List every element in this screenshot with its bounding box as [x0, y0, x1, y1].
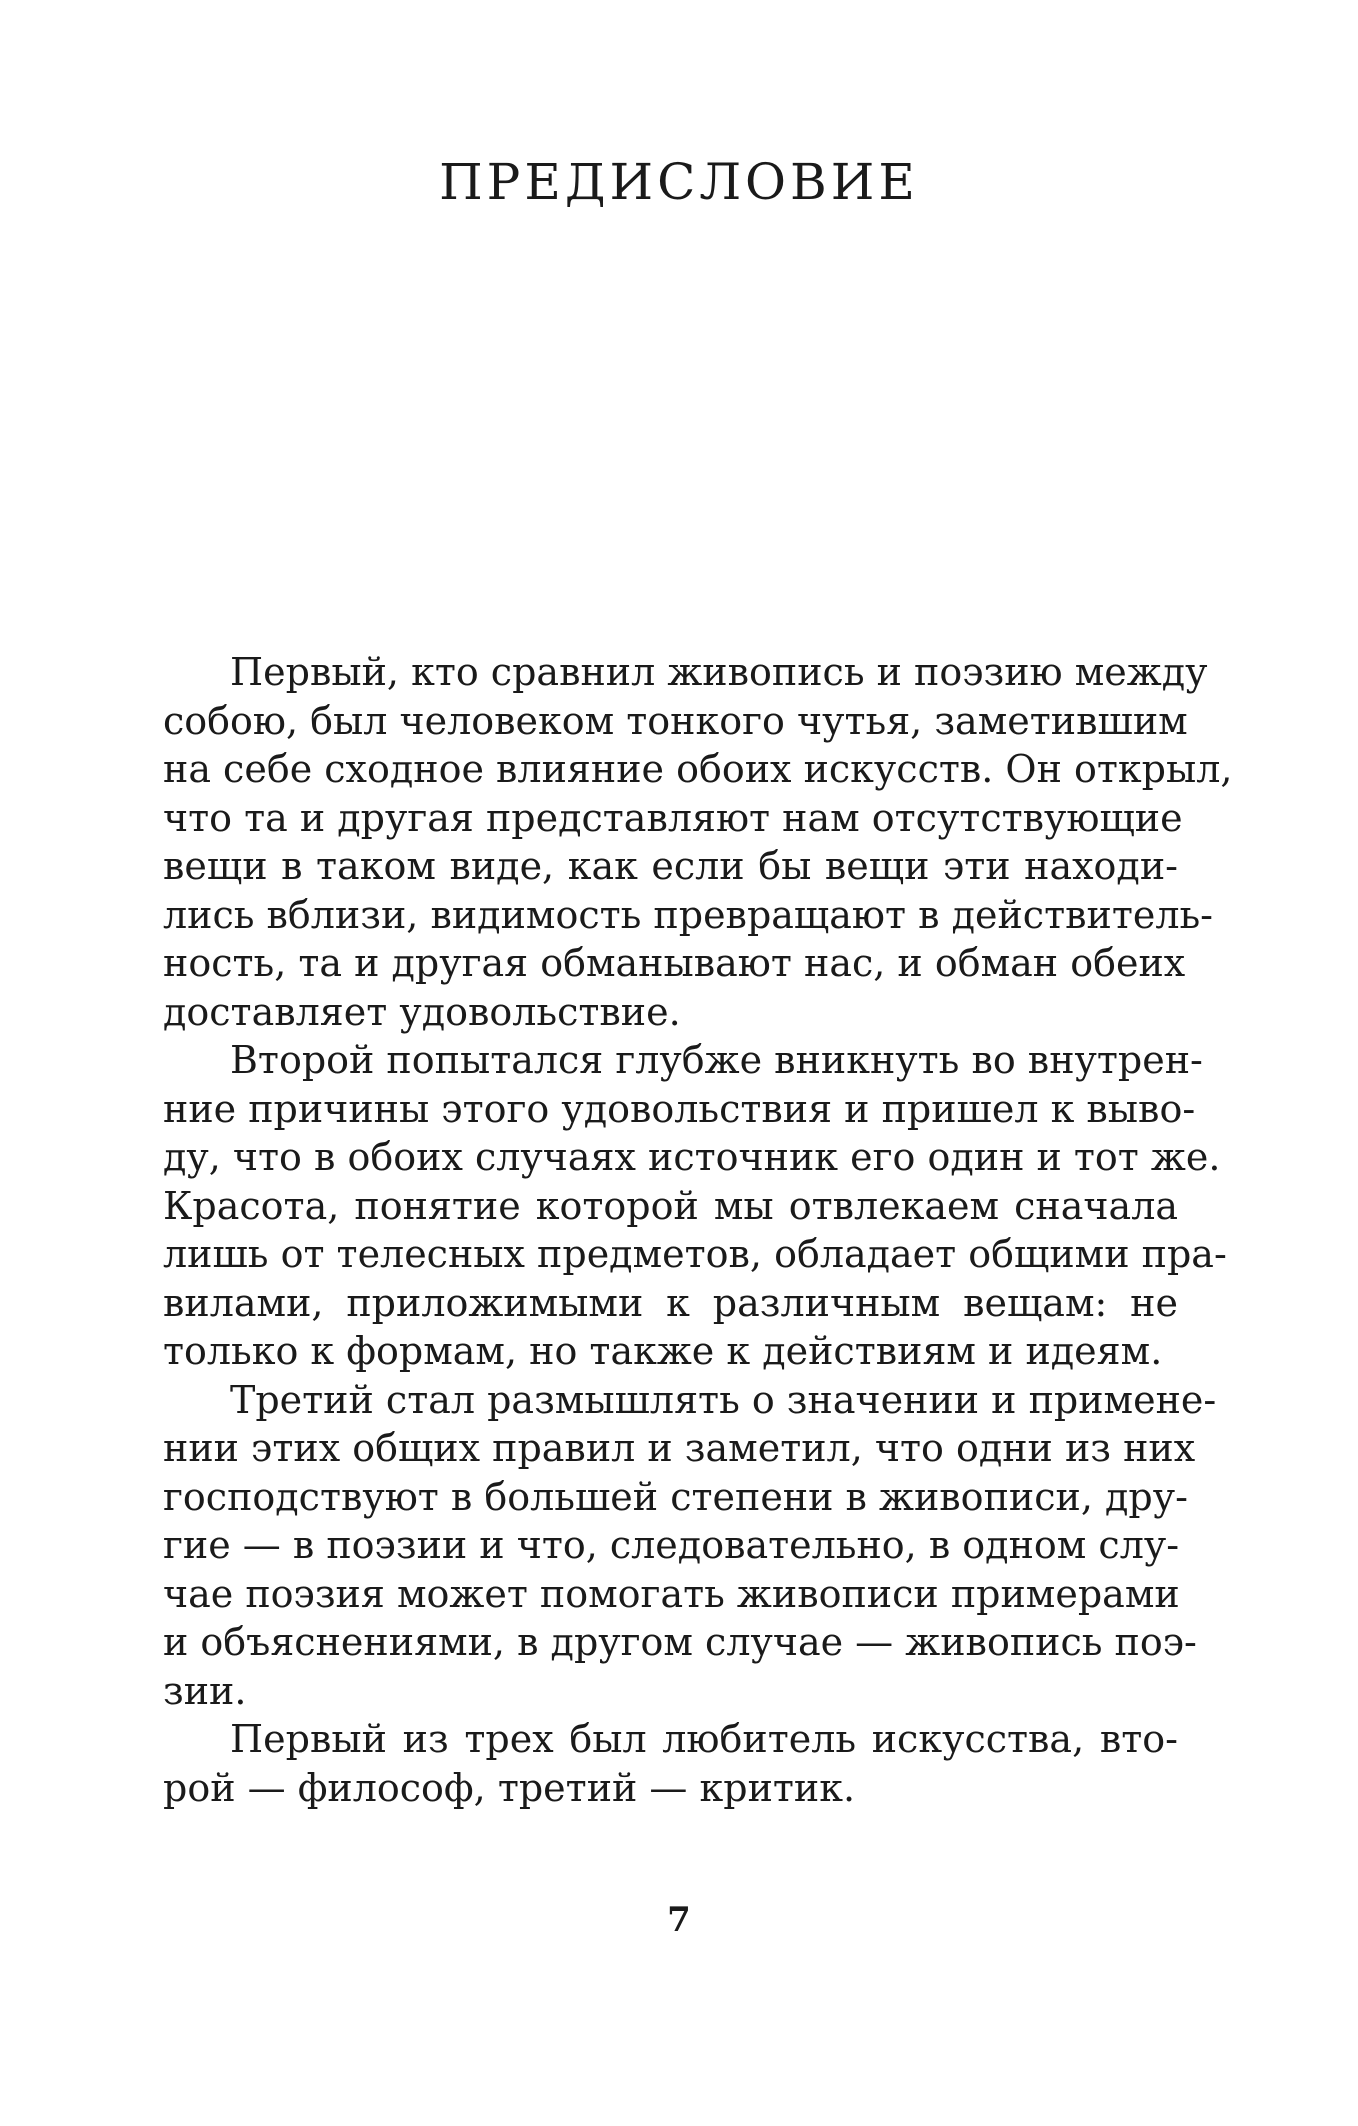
body-text — [163, 648, 1233, 1812]
text-line: что та и другая представляют нам отсутствующие — [163, 795, 1183, 840]
text-line: зии. — [163, 1668, 247, 1713]
paragraph-1 — [163, 648, 1233, 1036]
text-line: собою, был человеком тонкого чутья, заметившим — [163, 698, 1188, 743]
paragraph-4 — [163, 1715, 1178, 1812]
text-line: и объяснениями, в другом случае — живопись поэ- — [163, 1620, 1197, 1664]
paragraph-3 — [163, 1376, 1217, 1716]
text-line: Третий стал размышлять о значении и примене- — [230, 1377, 1217, 1422]
text-line: доставляет удовольствие. — [163, 989, 681, 1034]
chapter-title: ПРЕДИСЛОВИЕ — [439, 153, 919, 211]
text-line: Первый из трех был любитель искусства, вто- — [230, 1717, 1178, 1761]
text-line: на себе сходное влияние обоих искусств. Он открыл, — [163, 747, 1233, 791]
text-line: ду, что в обоих случаях источник его один и тот же. — [163, 1135, 1221, 1179]
text-line: Второй попытался глубже вникнуть во внутрен- — [230, 1038, 1203, 1082]
text-line: лишь от телесных предметов, обладает общими пра- — [163, 1232, 1227, 1276]
text-line: лись вблизи, видимость превращают в действитель- — [163, 892, 1213, 937]
text-line: Красота, понятие которой мы отвлекаем сначала — [163, 1183, 1178, 1228]
text-line: ние причины этого удовольствия и пришел к выво- — [163, 1086, 1196, 1131]
text-line: рой — философ, третий — критик. — [163, 1765, 856, 1810]
paragraph-2 — [163, 1036, 1227, 1376]
text-line: гие — в поэзии и что, следовательно, в одном слу- — [163, 1523, 1180, 1567]
text-line: вещи в таком виде, как если бы вещи эти находи- — [163, 844, 1178, 888]
text-line: господствуют в большей степени в живописи, дру- — [163, 1474, 1188, 1519]
text-line: вилами, приложимыми к различным вещам: не — [163, 1280, 1178, 1325]
text-line: ность, та и другая обманывают нас, и обман обеих — [163, 941, 1186, 985]
text-line: чае поэзия может помогать живописи примерами — [163, 1571, 1180, 1616]
text-line: только к формам, но также к действиям и идеям. — [163, 1329, 1163, 1373]
text-line: нии этих общих правил и заметил, что одни из них — [163, 1426, 1196, 1470]
page-number: 7 — [667, 1900, 691, 1940]
text-line: Первый, кто сравнил живопись и поэзию между — [230, 650, 1208, 694]
